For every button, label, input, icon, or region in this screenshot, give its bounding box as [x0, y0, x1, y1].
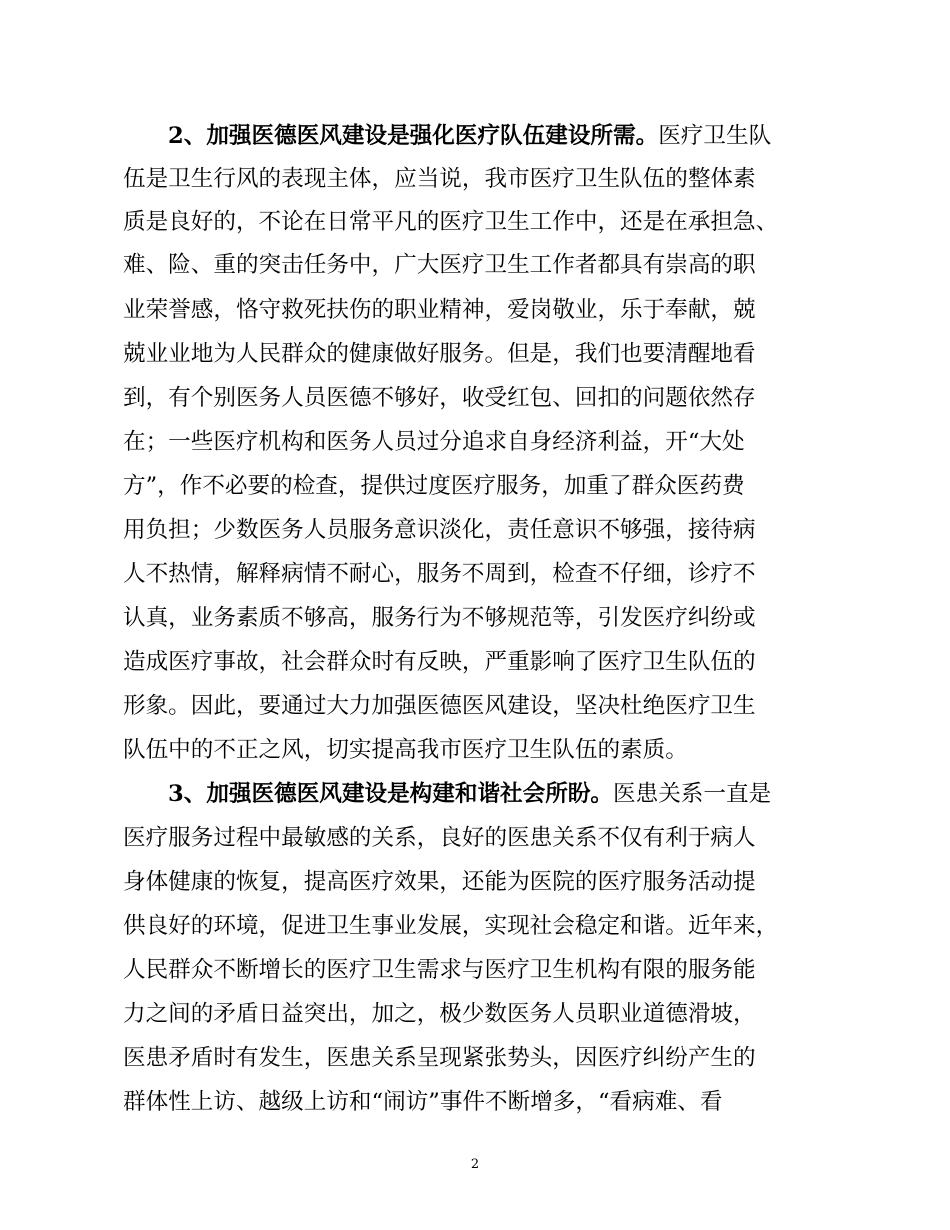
paragraph-3-line: 力之间的矛盾日益突出，加之，极少数医务人员职业道德滑坡， [123, 1001, 756, 1027]
paragraph-2-line: 人不热情，解释病情不耐心，服务不周到，检查不仔细，诊疗不 [123, 561, 756, 587]
paragraph-2-line: 形象。因此，要通过大力加强医德医风建设，坚决杜绝医疗卫生 [123, 693, 756, 719]
paragraph-2-line: 伍是卫生行风的表现主体，应当说，我市医疗卫生队伍的整体素 [123, 166, 756, 192]
paragraph-2-line: 用负担；少数医务人员服务意识淡化，责任意识不够强，接待病 [123, 517, 756, 543]
paragraph-3-line: 医患矛盾时有发生，医患关系呈现紧张势头，因医疗纠纷产生的 [123, 1045, 756, 1071]
paragraph-2-line: 造成医疗事故，社会群众时有反映，严重影响了医疗卫生队伍的 [123, 649, 756, 675]
paragraph-2-line: 认真，业务素质不够高，服务行为不够规范等，引发医疗纠纷或 [123, 605, 756, 631]
paragraph-2-line: 质是良好的，不论在日常平凡的医疗卫生工作中，还是在承担急、 [123, 209, 779, 235]
paragraph-2-line: 到，有个别医务人员医德不够好，收受红包、回扣的问题依然存 [123, 385, 756, 411]
paragraph-2-line: 难、险、重的突击任务中，广大医疗卫生工作者都具有崇高的职 [123, 252, 756, 278]
paragraph-3-line: 人民群众不断增长的医疗卫生需求与医疗卫生机构有限的服务能 [123, 957, 756, 983]
paragraph-3-line: 群体性上访、越级上访和“闹访”事件不断增多，“看病难、看 [123, 1089, 723, 1115]
paragraph-2-first-line [168, 116, 843, 156]
paragraph-2-line: 医疗卫生队 [658, 123, 772, 149]
paragraph-2-line: 兢业业地为人民群众的健康做好服务。但是，我们也要清醒地看 [123, 341, 756, 367]
paragraph-3-line: 医患关系一直是 [613, 781, 772, 807]
paragraph-3-line: 供良好的环境，促进卫生事业发展，实现社会稳定和谐。近年来， [123, 913, 779, 939]
paragraph-2-line: 方”，作不必要的检查，提供过度医疗服务，加重了群众医药费 [123, 473, 745, 499]
paragraph-2-line: 在；一些医疗机构和医务人员过分追求自身经济利益，开“大处 [123, 429, 745, 455]
paragraph-2-heading: 2、加强医德医风建设是强化医疗队伍建设所需。 [168, 123, 659, 149]
paragraph-3-line: 医疗服务过程中最敏感的关系，良好的医患关系不仅有利于病人 [123, 825, 756, 851]
paragraph-2-line: 队伍中的不正之风，切实提高我市医疗卫生队伍的素质。 [123, 737, 688, 763]
paragraph-2-line: 业荣誉感，恪守救死扶伤的职业精神，爱岗敬业，乐于奉献，兢 [123, 297, 756, 323]
paragraph-3-heading: 3、加强医德医风建设是构建和谐社会所盼。 [168, 781, 614, 807]
paragraph-3-first-line [168, 774, 843, 814]
paragraph-3-line: 身体健康的恢复，提高医疗效果，还能为医院的医疗服务活动提 [123, 869, 756, 895]
page-number: 2 [470, 1157, 480, 1172]
